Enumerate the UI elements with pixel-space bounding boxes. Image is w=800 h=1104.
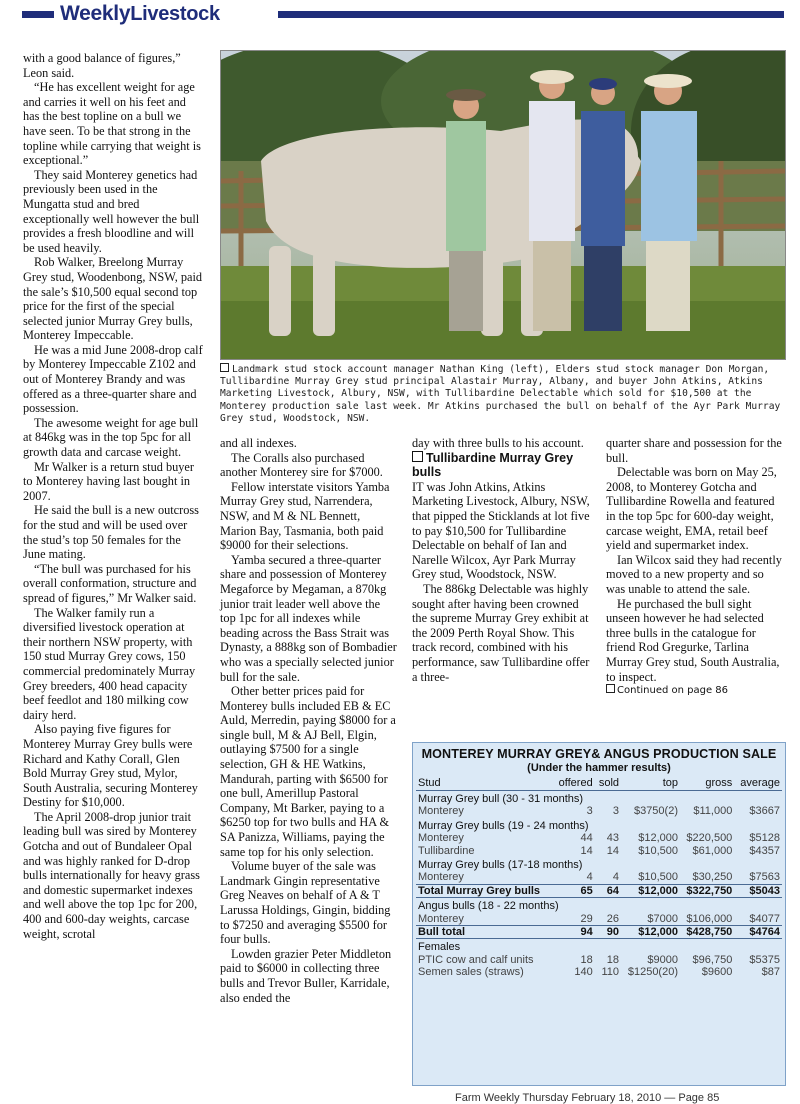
table-cell: 43 [606,832,620,845]
table-row [416,966,782,978]
article-column-3 [412,436,590,684]
photo-caption: Landmark stud stock account manager Nathan King (left), Elders stud stock manager Don Morgan, Tullibardine Murray Grey stud principal Alastair Murray, Albany, and buyer John Atkins, Atkins Marketing Livestock, Albury, NSW, with Tullibardine Delectable which sold for $10,500 at the Monterey production sale last week. Mr Atkins purchased the bull on behalf of the Ayr Park Murray Grey stud, Woodstock, NSW. [220,364,781,424]
table-cell: $5375 [749,953,780,966]
bull-photo [220,50,786,360]
table-cell: $7000 [647,912,678,925]
table-cell: $9600 [701,966,733,979]
table-cell: 3 [612,805,620,818]
table-cell: $5128 [749,832,780,845]
section-title: WeeklyLivestock [60,2,220,25]
table-cell: $61,000 [692,844,733,857]
table-cell: $4764 [734,926,782,939]
table-row [416,845,782,857]
table-category-row [416,939,782,954]
table-cell: $12,000 [621,884,680,897]
paragraph: Mr Walker is a return stud buyer to Monterey having last bought in 2007. [23,459,194,503]
table-cell: Murray Grey bulls (17-18 months) [418,859,583,872]
paragraph: The 886kg Delectable was highly sought after having been crowned the supreme Murray Grey exhibit at the 2009 Perth Royal Show. This track record, combined with his performance, saw Tullibardine offer a three- [412,581,590,684]
subheading-tullibardine: Tullibardine Murray Grey bulls [412,450,574,480]
table-row [416,832,782,844]
table-cell: $10,500 [638,871,678,884]
paragraph: IT was John Atkins, Atkins Marketing Livestock, Albury, NSW, that pipped the Sticklands at lot five to pay $10,500 for Tullibardine Delectable on behalf of Ian and Narelle Wilcox, Ayr Park Murray Grey stud, Woodstock, NSW. [412,479,590,582]
table-cell: 44 [580,832,593,845]
table-cell: $3750(2) [633,805,678,818]
table-cell: $9000 [647,953,678,966]
results-table-box [412,742,786,1086]
table-cell: Angus bulls (18 - 22 months) [418,900,559,913]
table-header-cell: average [734,776,782,791]
photo-image [221,51,785,359]
paragraph: Other better prices paid for Monterey bulls included EB & EC Auld, Merredin, paying $8000 for a single bull, M & AJ Bell, Elgin, outlaying $7500 for a single selection, GH & HE Watkins, Mandurah, parting with $6500 for one bull, Amerillup Pastoral Company, Mt Barker, paying to a $6250 top for two bulls and HA & SA Panizza, Williams, paying the same top for his only selection. [220,684,396,859]
caption-box-icon [220,363,229,372]
section-header [0,0,800,30]
table-cell: $30,250 [692,871,733,884]
paragraph: Lowden grazier Peter Middleton paid to $6000 in collecting three bulls and Trevor Buller, Karridale, also ended the [220,946,392,1005]
header-rule-left [22,11,54,18]
table-cell: Monterey [418,805,464,818]
paragraph: The Walker family run a diversified livestock operation at their northern NSW property, with 150 stud Murray Grey cows, 150 commercial predominately Murray Grey breeders, 400 head capacity beef feedlot and 180 milking cow dairy herd. [23,605,196,722]
table-cell: Monterey [418,871,464,884]
table-cell: 110 [601,966,620,979]
table-cell: Total Murray Grey bulls [416,884,553,897]
paragraph: He said the bull is a new outcross for the stud and will be used over the stud’s top 50 females for the June mating. [23,503,199,562]
results-table [416,776,782,979]
table-cell: 64 [595,884,621,897]
table-cell: PTIC cow and calf units [418,953,534,966]
continued-box-icon [606,684,615,693]
table-cell: 4 [612,871,620,884]
table-header-cell: Stud [416,776,553,791]
table-cell: 140 [574,966,593,979]
table-cell: $96,750 [692,953,733,966]
table-cell: 14 [580,844,593,857]
paragraph: Rob Walker, Breelong Murray Grey stud, Woodenbong, NSW, paid the sale’s $10,500 equal second top price for the first of the special selected junior Murray Grey bulls, Monterey Impeccable. [23,255,203,343]
table-cell: 4 [586,871,593,884]
paragraph: They said Monterey genetics had previously been used in the Mungatta stud and bred exceptionally well however the bull provides a fresh bloodline and will be used heavily. [23,167,200,255]
paragraph: Ian Wilcox said they had recently moved to a new property and so was unable to attend the sale. [606,552,782,596]
table-cell: Murray Grey bull (30 - 31 months) [418,793,584,805]
table-cell: $106,000 [686,912,733,925]
col3-lead: day with three bulls to his account. [412,436,584,450]
table-cell: $3667 [749,805,780,818]
table-category-row [416,791,782,806]
paragraph: The April 2008-drop junior trait leading bull was sired by Monterey Gotcha and out of Bundaleer Opal and was highly ranked for D-drop bulls internationally for heavy grass and domestic supermarket indexes and well above the top 1pc for 200, 400 and 600-day weights, carcase weight, scrotal [23,809,200,941]
table-row [416,871,782,884]
paragraph: quarter share and possession for the bull. [606,436,782,465]
table-cell: $5043 [734,884,782,897]
table-cell: $4077 [749,912,780,925]
table-category-row [416,818,782,832]
table-cell: $12,000 [621,926,680,939]
paragraph: Delectable was born on May 25, 2008, to Monterey Gotcha and Tullibardine Rowella and featured in the top 5pc for 600-day weight, carcase weight, EMA, retail beef yield and supermarket index. [606,465,777,553]
table-cell: $428,750 [680,926,734,939]
table-cell: $4357 [749,844,780,857]
results-table-title: MONTEREY MURRAY GREY& ANGUS PRODUCTION SALE [421,747,777,761]
subhead-box-icon [412,451,423,462]
paragraph: Fellow interstate visitors Yamba Murray Grey stud, Narrendera, NSW, and M & NL Bennett, Marion Bay, Tasmania, both paid $9000 for their selections. [220,479,390,553]
table-cell: $12,000 [638,832,678,845]
table-cell: 18 [580,953,593,966]
paragraph: “The bull was purchased for his overall conformation, structure and spread of figures,” Mr Walker said. [23,561,197,605]
table-cell: $322,750 [680,884,734,897]
table-cell: 65 [553,884,594,897]
header-rule-right [278,11,784,18]
article-column-1 [23,51,203,941]
results-table-subtitle: (Under the hammer results) [527,762,671,774]
table-total-row [416,926,782,939]
table-cell: $1250(20) [627,966,678,979]
article-column-2 [220,436,398,1005]
table-cell: Murray Grey bulls (19 - 24 months) [418,819,589,832]
table-cell: 90 [595,926,621,939]
table-header-cell: gross [680,776,734,791]
table-cell: 94 [553,926,594,939]
table-cell: 29 [580,912,593,925]
table-cell: Semen sales (straws) [418,966,524,979]
article-column-4 [606,436,784,699]
table-cell: 18 [606,953,620,966]
paragraph: “He has excellent weight for age and carries it well on his feet and has the best topline on a bull we have seen. To be that strong in the topline while carrying that weight is exceptional.” [23,80,201,168]
paragraph: He was a mid June 2008-drop calf by Monterey Impeccable Z102 and out of Monterey Brandy and was offered as a three-quarter share and possession. [23,342,203,416]
table-row [416,954,782,966]
table-cell: Monterey [418,832,464,845]
table-cell: 3 [586,805,593,818]
continued-note: Continued on page 86 [606,684,784,699]
table-cell: Females [418,941,461,954]
table-total-row [416,884,782,897]
page-footer: Farm Weekly Thursday February 18, 2010 — Page 85 [455,1092,720,1104]
table-category-row [416,898,782,913]
table-header-cell: sold [595,776,621,791]
table-cell: $220,500 [686,832,733,845]
paragraph: The awesome weight for age bull at 846kg was in the top 5pc for all growth data and carcase weight. [23,415,199,460]
table-cell: $7563 [749,871,780,884]
paragraph: and all indexes. [220,436,297,450]
paragraph: Yamba secured a three-quarter share and possession of Monterey Megaforce by Megaman, a 870kg junior trait leader well above the top 1pc for all indexes while beading across the Bass Strait was Dynasty, a 888kg son of Bombadier who was a specially selected junior bull for the sale. [220,552,397,684]
table-header-cell: offered [553,776,594,791]
table-category-row [416,857,782,871]
paragraph: Also paying five figures for Monterey Murray Grey bulls were Richard and Kathy Corall, Glen Bold Murray Grey stud, Mylor, South Australia, securing Monterey Destiny for $10,000. [23,722,198,810]
table-cell: Monterey [418,912,464,925]
table-cell: Bull total [416,926,553,939]
table-row [416,913,782,926]
table-cell: Tullibardine [418,844,475,857]
table-row [416,805,782,817]
table-cell: 14 [606,844,620,857]
table-cell: $10,500 [638,844,678,857]
paragraph: Volume buyer of the sale was Landmark Gingin representative Greg Neaves on behalf of A & T Larussa Holdings, Gingin, bidding to $7250 and averaging $5500 for four bulls. [220,859,391,947]
table-header-cell: top [621,776,680,791]
table-cell: $87 [761,966,780,979]
table-cell: $11,000 [693,805,733,818]
table-cell: 26 [606,912,620,925]
paragraph: He purchased the bull sight unseen however he had selected three bulls in the catalogue for friend Rod Gregurke, Tarlina Murray Grey stud, South Australia, to inspect. [606,596,780,684]
paragraph: The Coralls also purchased another Monterey sire for $7000. [220,450,383,480]
paragraph: with a good balance of figures,” Leon said. [23,51,181,80]
